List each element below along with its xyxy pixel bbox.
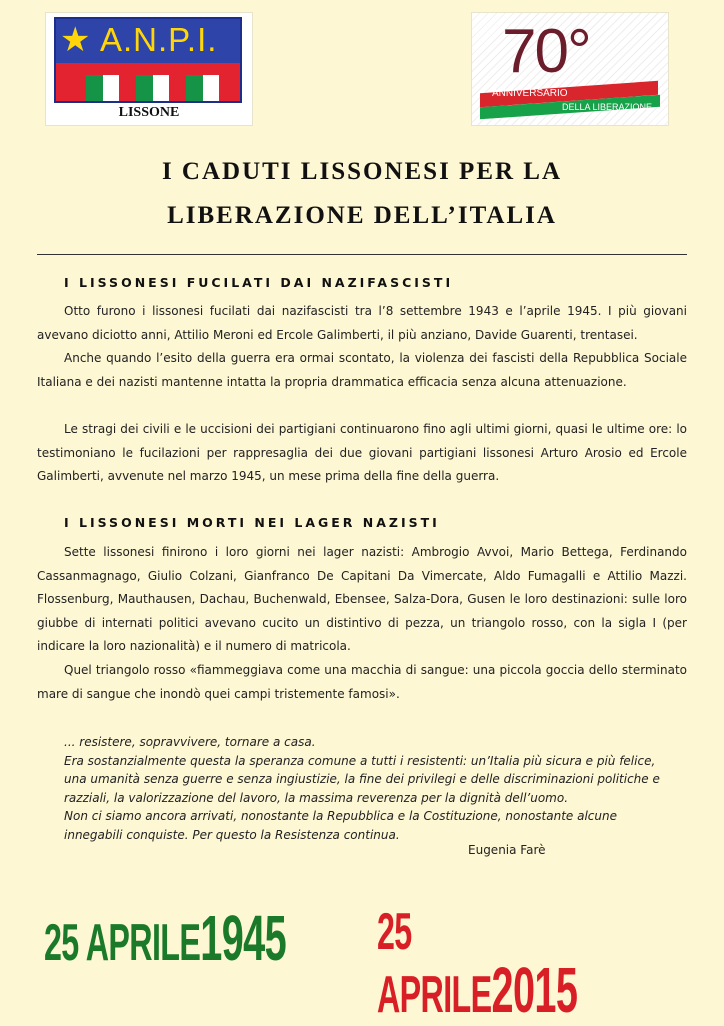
section2-paragraph: Quel triangolo rosso «fiammeggiava come una macchia di sangue: una piccola goccia dello sterminato mare di sangue che inondò quei campi tristemente famosi». xyxy=(37,663,687,701)
section1-paragraph: Le stragi dei civili e le uccisioni dei partigiani continuarono fino agli ultimi giorni, quasi le ultime ore: lo testimoniano le fucilazioni per rappresaglia dei due giovani partigiani lissonesi Arturo Arosio ed Ercole Galimberti, avvenute nel marzo 1945, un mese prima della fine della guerra. xyxy=(37,422,687,483)
section2-paragraph: Sette lissonesi finirono i loro giorni nei lager nazisti: Ambrogio Avvoi, Mario Bettega, Ferdinando Cassanmagnago, Giulio Colzani, Gianfranco De Capitani Da Vimercate, Aldo Fumagalli e Attilio Mazzi. Flossenburg, Mauthausen, Dachau, Buchenwald, Ebensee, Salza-Dora, Gusen le loro destinazioni: sulle loro giubbe di internati politici avevano cucito un distintivo di pezza, un triangolo rosso, con la sigla I (per indicare la loro nazionalità) e il numero di matricola. xyxy=(37,545,687,653)
section1-paragraph: Anche quando l’esito della guerra era ormai scontato, la violenza dei fascisti della Repubblica Sociale Italiana e dei nazisti mantenne intatta la propria drammatica efficacia senza alcuna attenuazione. xyxy=(37,351,687,389)
footer-date-2015 xyxy=(377,903,592,1026)
star-icon: ★ xyxy=(60,20,91,60)
footer-prefix-1945: 25 APRILE xyxy=(44,914,201,972)
anniversary-line1: ANNIVERSARIO xyxy=(492,88,568,99)
anpi-logo xyxy=(45,12,253,126)
quote-line: Non ci siamo ancora arrivati, nonostante la Repubblica e la Costituzione, nonostante alcune innegabili conquiste. Per questo la Resistenza continua. xyxy=(64,809,617,842)
page-title xyxy=(0,150,724,238)
author-signature: Eugenia Farè xyxy=(468,843,546,857)
anpi-emblem xyxy=(54,17,242,103)
divider xyxy=(37,254,687,255)
title-line2: LIBERAZIONE DELL’ITALIA xyxy=(167,202,557,229)
footer-date-1945 xyxy=(44,902,287,974)
anpi-banner xyxy=(56,19,240,63)
anniversary-number: 70° xyxy=(502,17,590,86)
section2-heading: I LISSONESI MORTI NEI LAGER NAZISTI xyxy=(64,515,440,530)
title-line1: I CADUTI LISSONESI PER LA xyxy=(161,158,563,185)
anpi-city: LISSONE xyxy=(118,105,180,120)
section1-heading: I LISSONESI FUCILATI DAI NAZIFASCISTI xyxy=(64,275,454,290)
footer-year-1945: 1945 xyxy=(200,902,287,974)
anniversary-line2: DELLA LIBERAZIONE xyxy=(562,102,653,112)
footer-year-2015: 2015 xyxy=(491,954,578,1026)
footer-prefix-2015: 25 APRILE xyxy=(377,903,492,1024)
quote-line: Era sostanzialmente questa la speranza comune a tutti i resistenti: un’Italia più sicura e più felice, una umanità senza guerre e senza ingiustizie, la fine dei privilegi e delle discriminazioni politiche e razziali, la valorizzazione del lavoro, la massima reverenza per la dignità dell’uomo. xyxy=(64,753,660,805)
closing-quote xyxy=(64,733,670,844)
anniversary-logo xyxy=(471,12,669,126)
flag-stripes xyxy=(56,63,240,101)
anpi-wordmark: A.N.P.I. xyxy=(100,21,218,58)
quote-line: ... resistere, sopravvivere, tornare a casa. xyxy=(64,735,316,749)
section1-paragraph: Otto furono i lissonesi fucilati dai nazifascisti tra l’8 settembre 1943 e l’aprile 1945. I più giovani avevano diciotto anni, Attilio Meroni ed Ercole Galimberti, il più anziano, Davide Guarenti, trentasei. xyxy=(37,304,687,342)
